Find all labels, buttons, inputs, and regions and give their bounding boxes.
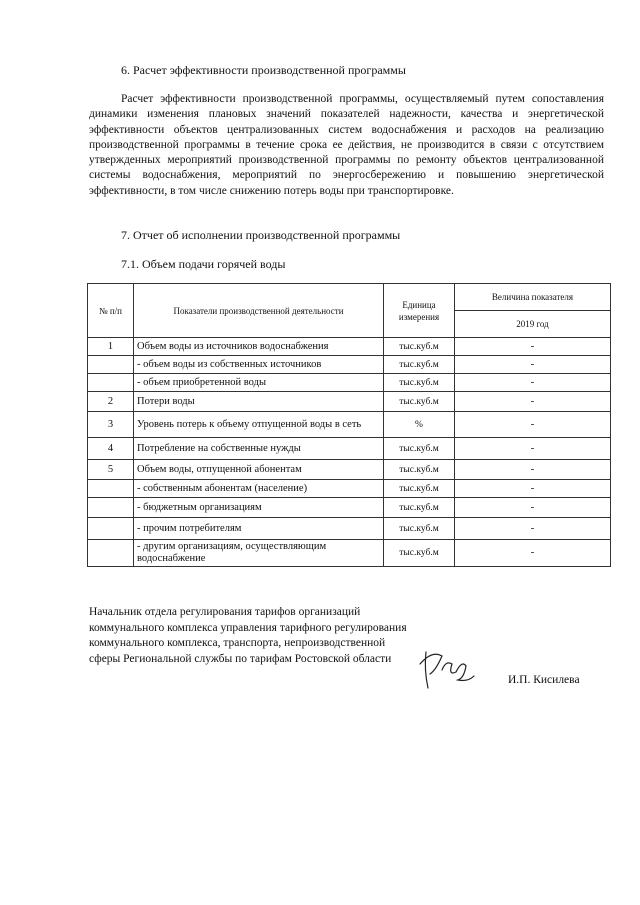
cell-num: 3 [88,412,134,438]
cell-indicator: - собственным абонентам (население) [134,480,384,498]
cell-num [88,540,134,567]
section-6-heading: 6. Расчет эффективности производственной программы [121,63,406,77]
cell-num [88,498,134,518]
table-row [88,412,611,438]
table-row [88,460,611,480]
cell-unit: тыс.куб.м [384,438,455,460]
cell-unit: тыс.куб.м [384,460,455,480]
cell-indicator: Объем воды из источников водоснабжения [134,338,384,356]
section-6-paragraph: Расчет эффективности производственной программы, осуществляемый путем сопоставления динамики изменения плановых значений показателей надежности, качества и энергетической эффективности объектов централизованных систем водоснабжения и расходов на реализацию производственной программы в течение срока ее действия, не производится в связи с отсутствием утвержденных мероприятий производственной программы по ремонту объектов централизованной системы водоснабжения, мероприятий по энергосбережению и повышению энергетической эффективности, в том числе снижению потерь воды при транспортировке. [89,93,604,197]
header-year: 2019 год [455,311,611,338]
cell-unit: тыс.куб.м [384,498,455,518]
cell-num [88,374,134,392]
cell-unit: тыс.куб.м [384,356,455,374]
cell-indicator: Потребление на собственные нужды [134,438,384,460]
cell-indicator: Потери воды [134,392,384,412]
cell-indicator: - прочим потребителям [134,518,384,540]
signatory-position: Начальник отдела регулирования тарифов организаций коммунального комплекса управления тарифного регулирования коммунального комплекса, транспорта, непроизводственной сферы Региональной службы по тарифам Ростовской области [89,606,407,665]
cell-indicator: Уровень потерь к объему отпущенной воды в сеть [134,412,384,438]
cell-num: 2 [88,392,134,412]
table-row [88,338,611,356]
cell-unit: тыс.куб.м [384,392,455,412]
cell-value: - [455,498,611,518]
cell-value: - [455,374,611,392]
cell-num [88,356,134,374]
cell-unit: % [384,412,455,438]
signatory-name: И.П. Кисилева [508,674,580,686]
table-body [88,338,611,567]
cell-value: - [455,480,611,498]
cell-value: - [455,460,611,480]
cell-indicator: - другим организациям, осуществляющим водоснабжение [134,540,384,567]
cell-value: - [455,392,611,412]
cell-indicator: - объем приобретенной воды [134,374,384,392]
header-unit: Единица измерения [384,284,455,338]
cell-indicator: - бюджетным организациям [134,498,384,518]
section-7-heading: 7. Отчет об исполнении производственной программы [121,228,401,242]
cell-value: - [455,518,611,540]
cell-unit: тыс.куб.м [384,540,455,567]
cell-value: - [455,338,611,356]
cell-value: - [455,438,611,460]
table-row [88,392,611,412]
cell-unit: тыс.куб.м [384,338,455,356]
section-7-1-heading: 7.1. Объем подачи горячей воды [121,257,286,271]
table-row [88,374,611,392]
cell-value: - [455,412,611,438]
cell-num [88,518,134,540]
table-row [88,356,611,374]
cell-num: 5 [88,460,134,480]
cell-num [88,480,134,498]
production-table [87,283,611,567]
cell-indicator: Объем воды, отпущенной абонентам [134,460,384,480]
header-value-group: Величина показателя [455,284,611,311]
cell-unit: тыс.куб.м [384,374,455,392]
cell-indicator: - объем воды из собственных источников [134,356,384,374]
handwritten-signature [412,630,482,694]
table-row [88,480,611,498]
header-num: № п/п [88,284,134,338]
table-row [88,438,611,460]
cell-unit: тыс.куб.м [384,480,455,498]
header-indicator: Показатели производственной деятельности [134,284,384,338]
cell-value: - [455,356,611,374]
table-row [88,518,611,540]
cell-num: 1 [88,338,134,356]
table-row [88,498,611,518]
cell-num: 4 [88,438,134,460]
table-row [88,540,611,567]
cell-value: - [455,540,611,567]
cell-unit: тыс.куб.м [384,518,455,540]
